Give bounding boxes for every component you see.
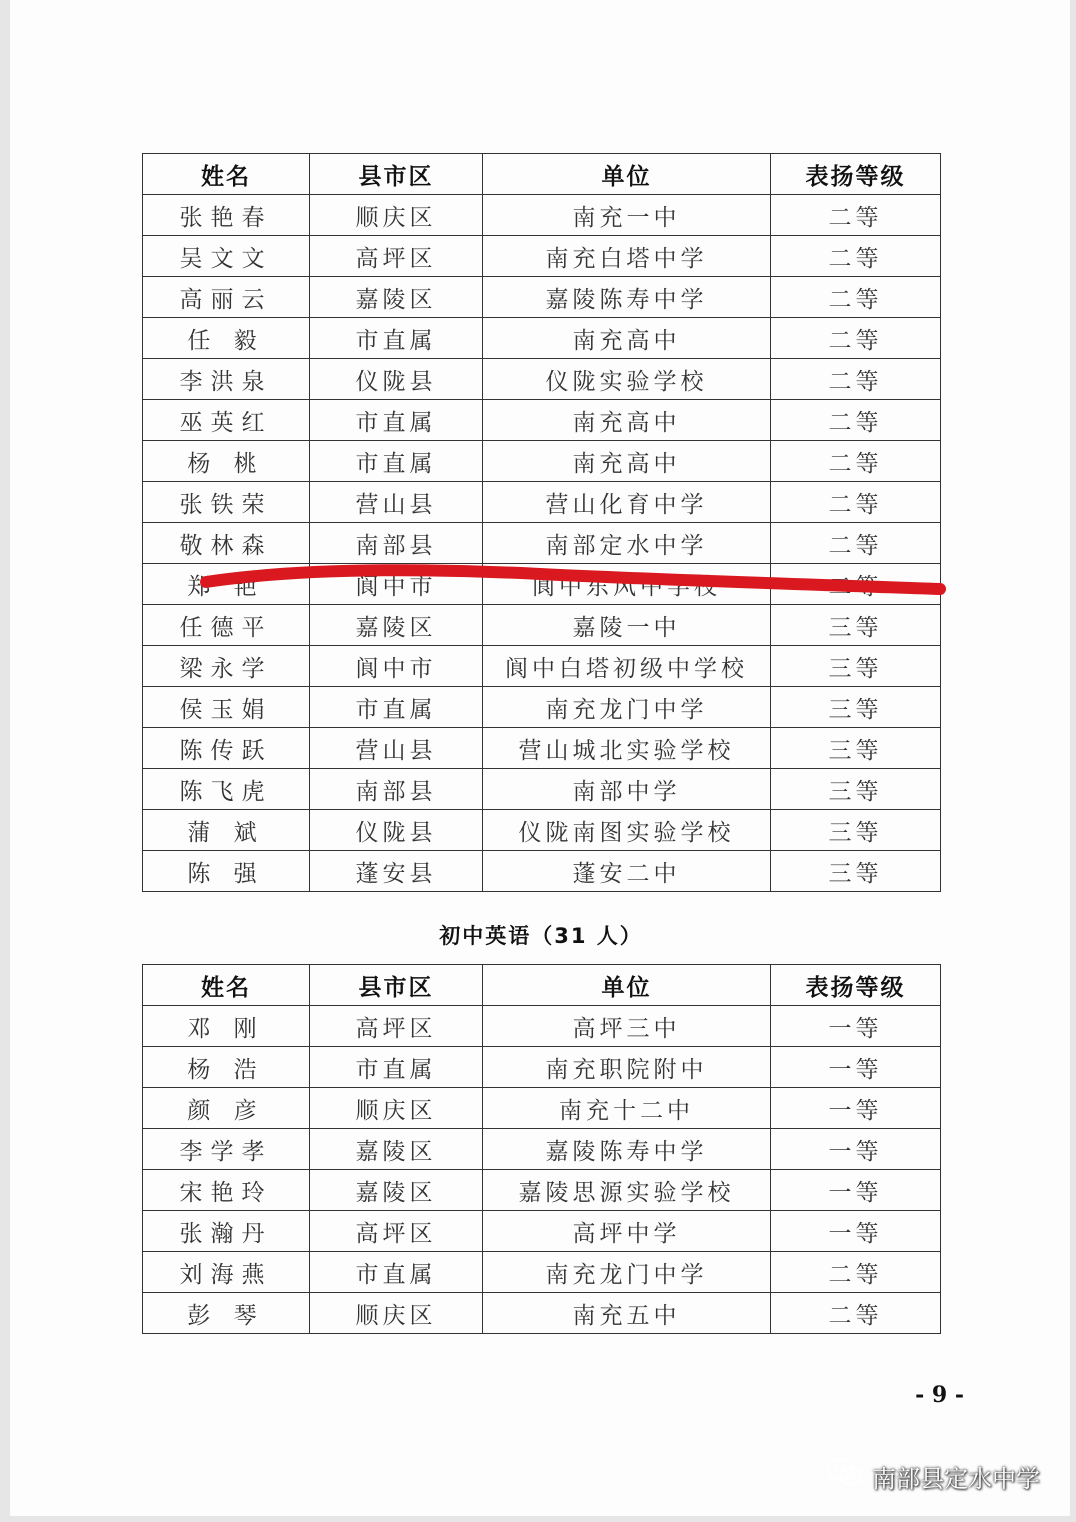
table-row [143, 1252, 941, 1293]
district-cell: 嘉陵区 [310, 277, 483, 318]
table-header-row [143, 965, 941, 1006]
unit-cell: 南充高中 [483, 441, 771, 482]
column-header-award-level: 表扬等级 [771, 154, 941, 195]
wechat-watermark [826, 1458, 1040, 1494]
name-cell: 陈 强 [143, 851, 310, 892]
award-level-cell: 一等 [771, 1129, 941, 1170]
table-row [143, 1088, 941, 1129]
district-cell: 仪陇县 [310, 810, 483, 851]
unit-cell: 蓬安二中 [483, 851, 771, 892]
award-level-cell: 三等 [771, 646, 941, 687]
district-cell: 阆中市 [310, 646, 483, 687]
table-row [143, 1047, 941, 1088]
district-cell: 市直属 [310, 441, 483, 482]
table-row [143, 769, 941, 810]
table-row [143, 605, 941, 646]
name-cell: 宋艳玲 [143, 1170, 310, 1211]
unit-cell: 南充一中 [483, 195, 771, 236]
unit-cell: 南充高中 [483, 318, 771, 359]
table-row [143, 1211, 941, 1252]
column-header-unit: 单位 [483, 965, 771, 1006]
award-level-cell: 二等 [771, 523, 941, 564]
unit-cell: 高坪三中 [483, 1006, 771, 1047]
name-cell: 吴文文 [143, 236, 310, 277]
district-cell: 营山县 [310, 482, 483, 523]
district-cell: 嘉陵区 [310, 1170, 483, 1211]
unit-cell: 嘉陵思源实验学校 [483, 1170, 771, 1211]
table-row [143, 728, 941, 769]
unit-cell: 南充龙门中学 [483, 687, 771, 728]
unit-cell: 南部定水中学 [483, 523, 771, 564]
watermark-text: 南部县定水中学 [872, 1464, 1040, 1493]
district-cell: 市直属 [310, 687, 483, 728]
table-row [143, 523, 941, 564]
district-cell: 嘉陵区 [310, 605, 483, 646]
district-cell: 顺庆区 [310, 1293, 483, 1334]
award-table-1 [142, 153, 941, 892]
unit-cell: 嘉陵陈寿中学 [483, 1129, 771, 1170]
award-level-cell: 二等 [771, 318, 941, 359]
unit-cell: 南充白塔中学 [483, 236, 771, 277]
award-level-cell: 二等 [771, 441, 941, 482]
name-cell: 高丽云 [143, 277, 310, 318]
award-level-cell: 二等 [771, 277, 941, 318]
column-header-name: 姓名 [143, 154, 310, 195]
award-level-cell: 三等 [771, 728, 941, 769]
unit-cell: 阆中白塔初级中学校 [483, 646, 771, 687]
column-header-award-level: 表扬等级 [771, 965, 941, 1006]
name-cell: 李学孝 [143, 1129, 310, 1170]
unit-cell: 南充高中 [483, 400, 771, 441]
award-level-cell: 一等 [771, 1170, 941, 1211]
table-row [143, 1293, 941, 1334]
unit-cell: 营山化育中学 [483, 482, 771, 523]
unit-cell: 阆中东风中学校 [483, 564, 771, 605]
award-level-cell: 一等 [771, 1211, 941, 1252]
name-cell: 彭 琴 [143, 1293, 310, 1334]
award-level-cell: 三等 [771, 605, 941, 646]
table-row [143, 482, 941, 523]
award-level-cell: 三等 [771, 769, 941, 810]
district-cell: 高坪区 [310, 236, 483, 277]
award-level-cell: 二等 [771, 359, 941, 400]
name-cell: 任德平 [143, 605, 310, 646]
unit-cell: 仪陇南图实验学校 [483, 810, 771, 851]
table-row [143, 400, 941, 441]
table-row [143, 646, 941, 687]
award-level-cell: 二等 [771, 564, 941, 605]
page-number: - 9 - [915, 1382, 964, 1408]
name-cell: 杨 浩 [143, 1047, 310, 1088]
name-cell: 张铁荣 [143, 482, 310, 523]
award-level-cell: 三等 [771, 810, 941, 851]
unit-cell: 南部中学 [483, 769, 771, 810]
name-cell: 张瀚丹 [143, 1211, 310, 1252]
name-cell: 侯玉娟 [143, 687, 310, 728]
unit-cell: 南充十二中 [483, 1088, 771, 1129]
district-cell: 顺庆区 [310, 1088, 483, 1129]
column-header-name: 姓名 [143, 965, 310, 1006]
award-level-cell: 一等 [771, 1088, 941, 1129]
award-level-cell: 三等 [771, 851, 941, 892]
name-cell: 邓 刚 [143, 1006, 310, 1047]
district-cell: 营山县 [310, 728, 483, 769]
name-cell: 杨 桃 [143, 441, 310, 482]
district-cell: 高坪区 [310, 1006, 483, 1047]
unit-cell: 嘉陵一中 [483, 605, 771, 646]
column-header-unit: 单位 [483, 154, 771, 195]
name-cell: 巫英红 [143, 400, 310, 441]
award-level-cell: 一等 [771, 1006, 941, 1047]
unit-cell: 高坪中学 [483, 1211, 771, 1252]
section-title: 初中英语（31 人） [439, 924, 643, 948]
award-level-cell: 二等 [771, 482, 941, 523]
name-cell: 任 毅 [143, 318, 310, 359]
district-cell: 市直属 [310, 1252, 483, 1293]
name-cell: 张艳春 [143, 195, 310, 236]
name-cell: 陈传跃 [143, 728, 310, 769]
award-level-cell: 一等 [771, 1047, 941, 1088]
unit-cell: 南充五中 [483, 1293, 771, 1334]
table-row [143, 277, 941, 318]
district-cell: 市直属 [310, 1047, 483, 1088]
table-row [143, 810, 941, 851]
unit-cell: 营山城北实验学校 [483, 728, 771, 769]
district-cell: 高坪区 [310, 1211, 483, 1252]
name-cell: 敬林森 [143, 523, 310, 564]
unit-cell: 嘉陵陈寿中学 [483, 277, 771, 318]
district-cell: 南部县 [310, 523, 483, 564]
district-cell: 南部县 [310, 769, 483, 810]
unit-cell: 仪陇实验学校 [483, 359, 771, 400]
award-level-cell: 二等 [771, 195, 941, 236]
table-row [143, 1129, 941, 1170]
district-cell: 顺庆区 [310, 195, 483, 236]
unit-cell: 南充职院附中 [483, 1047, 771, 1088]
award-table-2 [142, 964, 941, 1334]
table-row [143, 359, 941, 400]
award-level-cell: 二等 [771, 1293, 941, 1334]
column-header-district: 县市区 [310, 965, 483, 1006]
name-cell: 李洪泉 [143, 359, 310, 400]
table-row [143, 1006, 941, 1047]
award-level-cell: 三等 [771, 687, 941, 728]
column-header-district: 县市区 [310, 154, 483, 195]
award-level-cell: 二等 [771, 400, 941, 441]
district-cell: 阆中市 [310, 564, 483, 605]
table-row [143, 236, 941, 277]
district-cell: 仪陇县 [310, 359, 483, 400]
table-row [143, 564, 941, 605]
name-cell: 刘海燕 [143, 1252, 310, 1293]
name-cell: 郑 艳 [143, 564, 310, 605]
table-row [143, 851, 941, 892]
wechat-icon [826, 1458, 864, 1494]
district-cell: 市直属 [310, 400, 483, 441]
district-cell: 市直属 [310, 318, 483, 359]
table-row [143, 318, 941, 359]
name-cell: 梁永学 [143, 646, 310, 687]
district-cell: 蓬安县 [310, 851, 483, 892]
district-cell: 嘉陵区 [310, 1129, 483, 1170]
name-cell: 颜 彦 [143, 1088, 310, 1129]
name-cell: 陈飞虎 [143, 769, 310, 810]
unit-cell: 南充龙门中学 [483, 1252, 771, 1293]
award-level-cell: 二等 [771, 1252, 941, 1293]
table-row [143, 441, 941, 482]
table-row [143, 1170, 941, 1211]
award-level-cell: 二等 [771, 236, 941, 277]
table-header-row [143, 154, 941, 195]
table-row [143, 687, 941, 728]
table-row [143, 195, 941, 236]
name-cell: 蒲 斌 [143, 810, 310, 851]
